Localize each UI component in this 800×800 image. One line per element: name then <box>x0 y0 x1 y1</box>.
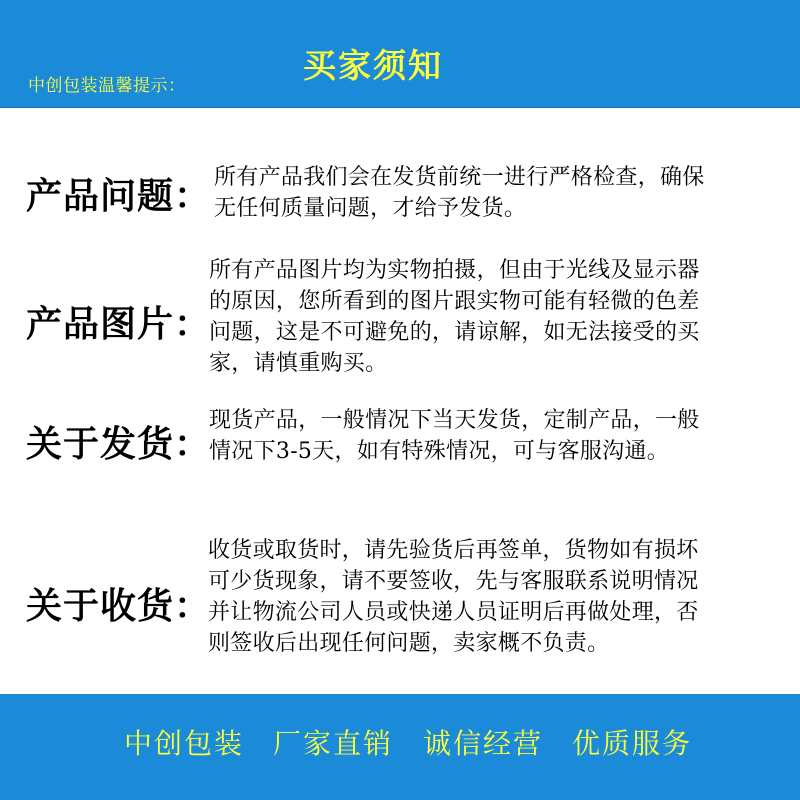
header-banner <box>0 0 800 108</box>
header-hint: 中创包装温馨提示： <box>28 76 186 96</box>
section-text <box>209 405 700 467</box>
footer-slogans <box>0 722 800 766</box>
section-label: 关于收货： <box>26 585 212 627</box>
slogan-item: 厂家直销 <box>273 727 394 760</box>
text-line: 可少货现象，请不要签收，先与客服联系说明情况 <box>208 569 699 594</box>
text-line: 现货产品，一般情况下当天发货，定制产品，一般 <box>209 408 700 433</box>
text-line: 的原因，您所看到的图片跟实物可能有轻微的色差 <box>209 289 700 314</box>
text-line: 情况下3-5天，如有特殊情况，可与客服沟通。 <box>209 439 670 464</box>
text-line: 家，请慎重购买。 <box>209 351 388 376</box>
section-text <box>208 535 699 659</box>
slogan-item: 诚信经营 <box>423 727 544 760</box>
text-line: 所有产品图片均为实物拍摄，但由于光线及显示器 <box>209 258 700 283</box>
section-label: 产品图片： <box>26 303 212 345</box>
page-title: 买家须知 <box>303 46 443 85</box>
text-line: 收货或取货时，请先验货后再签单，货物如有损坏 <box>208 538 699 563</box>
slogan-item: 优质服务 <box>572 727 693 760</box>
text-line: 则签收后出现任何问题，卖家概不负责。 <box>208 631 610 656</box>
text-line: 无任何质量问题，才给予发货。 <box>214 196 527 221</box>
section-text <box>209 255 700 379</box>
text-line: 问题，这是不可避免的，请谅解，如无法接受的买 <box>209 320 700 345</box>
section-text <box>214 162 705 224</box>
slogan-item: 中创包装 <box>124 727 245 760</box>
text-line: 并让物流公司人员或快递人员证明后再做处理，否 <box>208 600 699 625</box>
text-line: 所有产品我们会在发货前统一进行严格检查，确保 <box>214 165 705 190</box>
section-label: 产品问题： <box>26 175 212 217</box>
section-label: 关于发货： <box>26 423 212 465</box>
